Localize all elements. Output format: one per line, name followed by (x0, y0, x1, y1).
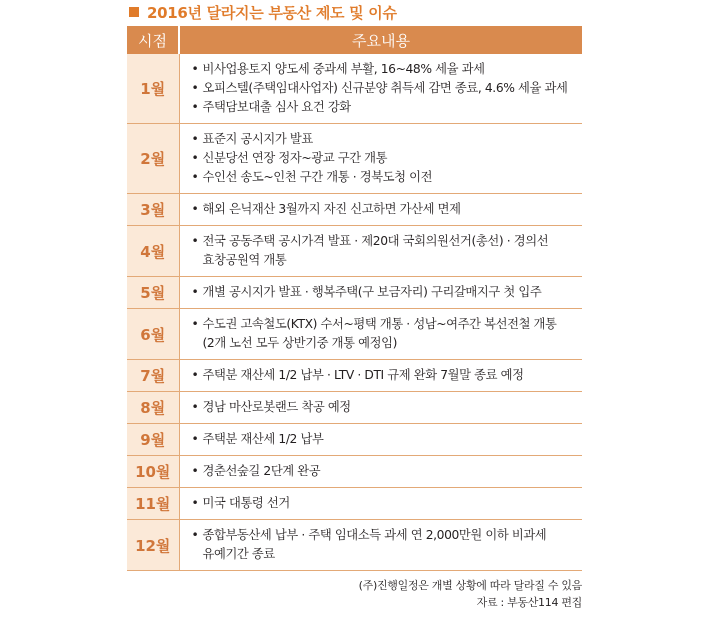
schedule-table (127, 26, 582, 571)
item-list (192, 526, 577, 564)
source-credit: 자료 : 부동산114 편집 (476, 596, 582, 609)
table-row (127, 277, 582, 309)
item-list (192, 283, 577, 302)
item-list (192, 462, 577, 481)
month-cell: 6월 (127, 309, 179, 360)
list-item: • 비사업용토지 양도세 중과세 부활, 16~48% 세율 과세 (192, 60, 577, 79)
notes (127, 577, 582, 611)
list-item: • 경남 마산로봇랜드 착공 예정 (192, 398, 577, 417)
item-list (192, 200, 577, 219)
content-cell (179, 226, 582, 277)
content-cell (179, 488, 582, 520)
table-row (127, 226, 582, 277)
item-list (192, 494, 577, 513)
content-cell (179, 124, 582, 194)
list-item: • 주택분 재산세 1/2 납부 (192, 430, 577, 449)
list-item: • 개별 공시지가 발표 · 행복주택(구 보금자리) 구리갈매지구 첫 입주 (192, 283, 577, 302)
content-cell (179, 424, 582, 456)
month-cell: 8월 (127, 392, 179, 424)
month-cell: 5월 (127, 277, 179, 309)
month-cell: 12월 (127, 520, 179, 571)
list-item: • 표준지 공시지가 발표 (192, 130, 577, 149)
month-cell: 9월 (127, 424, 179, 456)
table-row (127, 520, 582, 571)
table-row (127, 456, 582, 488)
content-cell (179, 194, 582, 226)
document (127, 0, 582, 611)
table-body (127, 54, 582, 571)
content-cell (179, 309, 582, 360)
content-cell (179, 392, 582, 424)
list-item: • 오피스텔(주택임대사업자) 신규분양 취득세 감면 종료, 4.6% 세율 과세 (192, 79, 577, 98)
content-cell (179, 360, 582, 392)
table-row (127, 309, 582, 360)
month-cell: 10월 (127, 456, 179, 488)
month-cell: 11월 (127, 488, 179, 520)
list-item: • 수도권 고속철도(KTX) 수서~평택 개통 · 성남~여주간 복선전철 개통 (2개 노선 모두 상반기중 개통 예정임) (192, 315, 577, 353)
table-row (127, 488, 582, 520)
list-item: • 전국 공동주택 공시가격 발표 · 제20대 국회의원선거(총선) · 경의선 효창공원역 개통 (192, 232, 577, 270)
table-row (127, 54, 582, 124)
list-item: • 신분당선 연장 정자~광교 구간 개통 (192, 149, 577, 168)
item-list (192, 60, 577, 117)
month-cell: 3월 (127, 194, 179, 226)
list-item: • 미국 대통령 선거 (192, 494, 577, 513)
header-content: 주요내용 (179, 26, 582, 54)
table-header-row (127, 26, 582, 54)
list-item: • 종합부동산세 납부 · 주택 임대소득 과세 연 2,000만원 이하 비과세 유예기간 종료 (192, 526, 577, 564)
month-cell: 2월 (127, 124, 179, 194)
title-square-icon (129, 7, 139, 17)
item-list (192, 430, 577, 449)
list-item: • 주택담보대출 심사 요건 강화 (192, 98, 577, 117)
item-list (192, 398, 577, 417)
content-cell (179, 54, 582, 124)
table-row (127, 194, 582, 226)
item-list (192, 315, 577, 353)
table-row (127, 424, 582, 456)
table-row (127, 392, 582, 424)
month-cell: 1월 (127, 54, 179, 124)
month-cell: 7월 (127, 360, 179, 392)
month-cell: 4월 (127, 226, 179, 277)
list-item: • 수인선 송도~인천 구간 개통 · 경북도청 이전 (192, 168, 577, 187)
footnote: (주)진행일정은 개별 상황에 따라 달라질 수 있음 (358, 579, 582, 592)
page-title: 2016년 달라지는 부동산 제도 및 이슈 (147, 3, 397, 22)
content-cell (179, 277, 582, 309)
list-item: • 주택분 재산세 1/2 납부 · LTV · DTI 규제 완화 7월말 종료 예정 (192, 366, 577, 385)
list-item: • 해외 은닉재산 3월까지 자진 신고하면 가산세 면제 (192, 200, 577, 219)
content-cell (179, 520, 582, 571)
item-list (192, 366, 577, 385)
table-row (127, 360, 582, 392)
list-item: • 경춘선숲길 2단계 완공 (192, 462, 577, 481)
item-list (192, 232, 577, 270)
item-list (192, 130, 577, 187)
header-month: 시점 (127, 26, 179, 54)
content-cell (179, 456, 582, 488)
title-row (127, 0, 582, 24)
table-row (127, 124, 582, 194)
